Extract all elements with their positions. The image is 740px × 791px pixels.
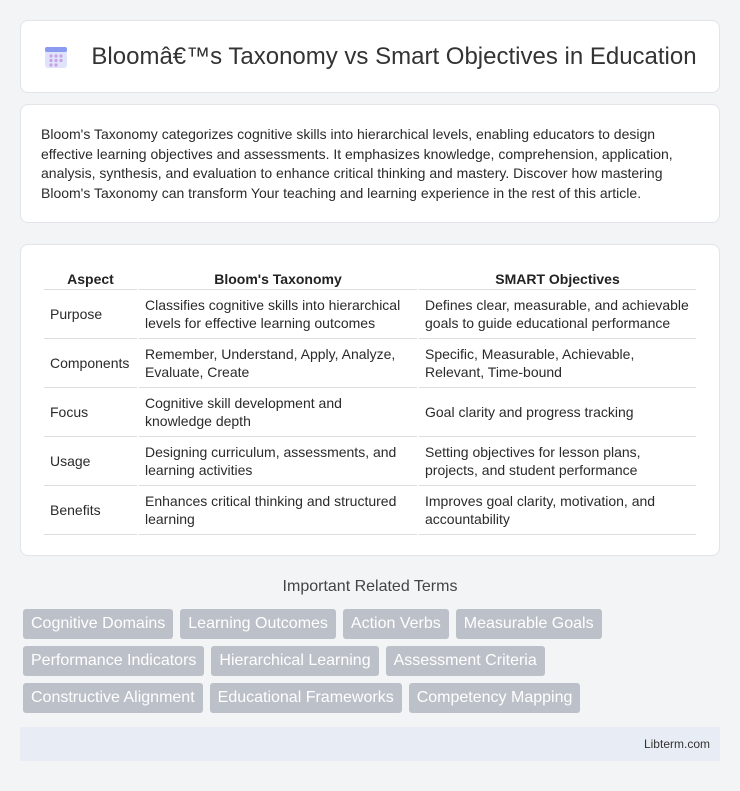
cell-aspect: Usage [44, 437, 137, 486]
footer [20, 727, 720, 761]
title-card [20, 20, 720, 93]
cell-smart: Specific, Measurable, Achievable, Relevant, Time-bound [419, 339, 696, 388]
tag-educational-frameworks[interactable]: Educational Frameworks [210, 683, 402, 713]
tag-hierarchical-learning[interactable]: Hierarchical Learning [211, 646, 378, 676]
cell-smart: Defines clear, measurable, and achievable goals to guide educational performance [419, 290, 696, 339]
footer-site-link[interactable]: Libterm.com [643, 737, 710, 751]
table-row [44, 388, 696, 437]
cell-aspect: Focus [44, 388, 137, 437]
tag-cognitive-domains[interactable]: Cognitive Domains [23, 609, 173, 639]
calendar-grid-icon [43, 44, 69, 70]
cell-smart: Setting objectives for lesson plans, projects, and student performance [419, 437, 696, 486]
cell-blooms: Enhances critical thinking and structured learning [139, 486, 417, 535]
cell-blooms: Cognitive skill development and knowledge depth [139, 388, 417, 437]
related-terms-heading: Important Related Terms [282, 578, 458, 595]
tag-performance-indicators[interactable]: Performance Indicators [23, 646, 204, 676]
header-aspect: Aspect [44, 263, 137, 290]
comparison-table [42, 263, 698, 535]
tag-action-verbs[interactable]: Action Verbs [343, 609, 449, 639]
intro-paragraph: Bloom's Taxonomy categorizes cognitive skills into hierarchical levels, enabling educators to design effective learning objectives and assessments. It emphasizes knowledge, comprehension, application, analysis, synthesis, and evaluation to enhance critical thinking and mastery. Discover how mastering Bloom's Taxonomy can transform Your teaching and learning experience in the rest of this article. [41, 126, 673, 201]
cell-blooms: Classifies cognitive skills into hierarchical levels for effective learning outcomes [139, 290, 417, 339]
table-row [44, 290, 696, 339]
table-row [44, 437, 696, 486]
cell-smart: Goal clarity and progress tracking [419, 388, 696, 437]
table-row [44, 339, 696, 388]
table-row [44, 486, 696, 535]
tag-constructive-alignment[interactable]: Constructive Alignment [23, 683, 203, 713]
intro-card [20, 104, 720, 223]
tag-row [23, 609, 723, 639]
tag-row [23, 683, 723, 713]
cell-aspect: Benefits [44, 486, 137, 535]
comparison-card [20, 244, 720, 556]
table-header-row [44, 263, 696, 290]
tag-measurable-goals[interactable]: Measurable Goals [456, 609, 602, 639]
cell-blooms: Remember, Understand, Apply, Analyze, Evaluate, Create [139, 339, 417, 388]
cell-aspect: Components [44, 339, 137, 388]
cell-aspect: Purpose [44, 290, 137, 339]
cell-smart: Improves goal clarity, motivation, and accountability [419, 486, 696, 535]
related-terms-list [23, 609, 723, 720]
tag-learning-outcomes[interactable]: Learning Outcomes [180, 609, 336, 639]
cell-blooms: Designing curriculum, assessments, and learning activities [139, 437, 417, 486]
tag-competency-mapping[interactable]: Competency Mapping [409, 683, 581, 713]
tag-row [23, 646, 723, 676]
header-blooms: Bloom's Taxonomy [139, 263, 417, 290]
page-title: Bloomâ€™s Taxonomy vs Smart Objectives in Education [91, 42, 697, 70]
header-smart: SMART Objectives [419, 263, 696, 290]
tag-assessment-criteria[interactable]: Assessment Criteria [386, 646, 545, 676]
